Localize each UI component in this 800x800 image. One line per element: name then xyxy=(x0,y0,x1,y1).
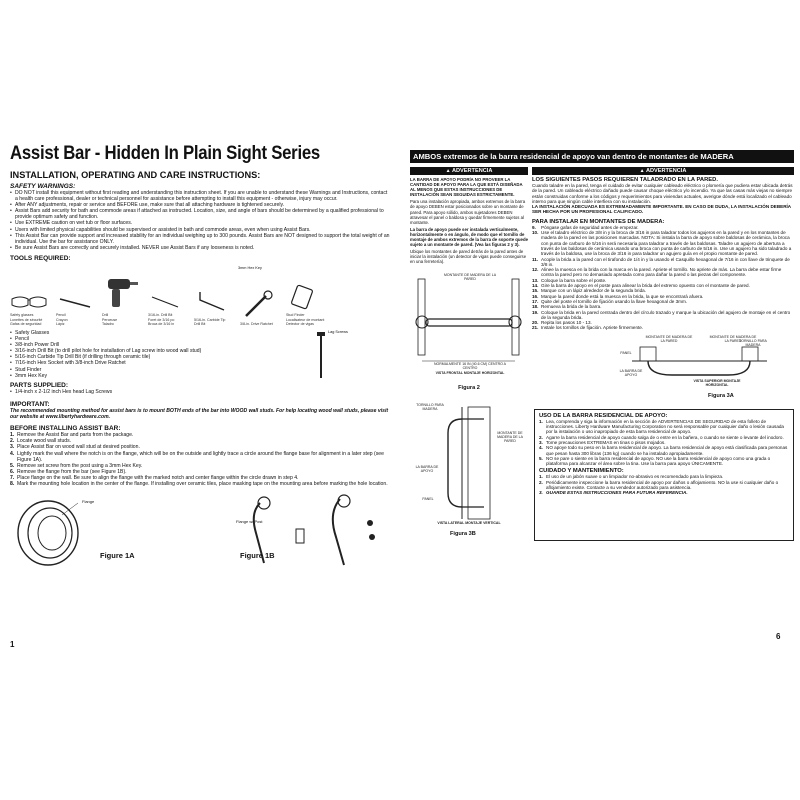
tool-caption: 3/8-in. Drive Ratchet xyxy=(240,321,273,326)
document-subtitle: INSTALLATION, OPERATING AND CARE INSTRUCTIONS: xyxy=(10,170,261,180)
tool-pencil xyxy=(56,293,98,326)
figure-2 xyxy=(410,269,528,379)
hex-key-label: 3mm Hex Key xyxy=(238,265,262,270)
list-item: 2. Locate wood wall studs. xyxy=(10,438,72,445)
list-item: 1. Lea, comprenda y siga la información en la sección de ADVERTENCIAS DE SEGURIDAD de esta folleto de instrucciones. Liberty Hardware Manufacturing Corporation no será responsable por cualquier daño o lesión causada por la instalación o uso inapropiado de esta barra residencial de apoyo. xyxy=(539,418,784,435)
flange-post-label: Flange w/ Post xyxy=(236,519,263,525)
advertencia-bar: ▲ ADVERTENCIA xyxy=(410,167,528,175)
list-item: 14. Gire la barra de apoyo en el poste para alinear la brida del extremo opuesto con el montante de pared. xyxy=(532,283,750,289)
list-item: 5. Remove set screw from the post using a 3mm Hex Key. xyxy=(10,462,143,469)
fig2-stud-label: MONTANTE DE MADERA DE LA PARED xyxy=(443,272,497,281)
tool-carbide-bit xyxy=(194,290,236,326)
flange-figure-icon xyxy=(10,493,100,567)
install-steps xyxy=(532,225,794,331)
list-item: 10. Use el taladro eléctrico de 3/8 in y la broca de 3/16 in para taladrar todos los agujeros en la pared y en los montantes de madera de la pared en las posiciones marcadas. NOTA: Si instala la barra de apoyo sobre baldosas de cerámica, la broca con punta de carburo de 5/16 in será necesaria para taladrar a través de las baldosas. Taladre un agujero de abertura a través de las baldosas de cerámica usando una broca con punta de carburo de 5/16 in. Use un agujero ha sido taladrado a través de la baldosa, use la broca de 3/16 in para taladrar un agujero guía en el propio montante de pared. xyxy=(532,230,792,257)
fig3b-view-label: VISTA LATERAL MONTAJE VERTICAL xyxy=(437,520,501,525)
safety-list xyxy=(10,190,390,251)
list-item: 9. Póngase gafas de seguridad antes de empezar. xyxy=(532,224,639,230)
tools-heading: TOOLS REQUIRED: xyxy=(10,254,71,262)
fig2-spacing-label: NORMALMENTE 16 IN (40.6 CM) CENTRO A CENTRO xyxy=(434,361,506,370)
fig3b-panel-label: PANEL xyxy=(422,496,434,501)
list-item: • Pencil xyxy=(10,336,310,342)
list-item: • 7/16-inch Hex Socket with 3/8-inch Drive Ratchet xyxy=(10,360,310,366)
figure-3b-caption: Figura 3B xyxy=(450,530,476,537)
care-heading: CUIDADO Y MANTENIMIENTO: xyxy=(539,468,624,475)
use-steps xyxy=(539,419,789,467)
list-item: • Safety Glasses xyxy=(10,330,310,336)
list-item: • Assist Bars add security for bath and commode areas if attached as instructed. Location, size, and angle of bars should be determined by a qualified professional to provide optimum safety and function. xyxy=(10,208,390,220)
list-item: • 3/16-inch Drill Bit (to drill pilot hole for installation of Lag screw into wood wall stud) xyxy=(10,348,310,354)
lag-screw-icon xyxy=(314,332,328,380)
list-item: • Use EXTREME caution on wet tub or floor surfaces. xyxy=(10,220,390,226)
use-care-box xyxy=(534,409,794,541)
drilling-warning-bold: LA INSTALACIÓN ADECUADA ES EXTREMADAMENTE IMPORTANTE. EN CASO DE DUDA, LA INSTALACIÓN DEBERÍA SER HECHA POR UN PROFESIONAL CALIFICADO. xyxy=(532,204,791,215)
drill-bit-icon xyxy=(148,293,186,311)
list-item: 11. Acople la brida a la pared con el tirafondo de 1/4 in y la usando el Casquillo hexagonal de 7/16 in con llave de trinquete de 3/8 in. xyxy=(532,256,790,267)
list-item: 5. NO se pare o siente en la barra residencial de apoyo. NO use la barra residencial de apoyo como una grada o plataforma para alcanzar el área sobre la tina. Use la barra para apoyo ÚNICAMENTE. xyxy=(539,455,771,467)
tool-caption: Drill Perceuse Taladro xyxy=(102,313,118,326)
page-right xyxy=(400,0,800,800)
tool-caption: Pencil Crayon Lápiz xyxy=(56,313,68,326)
tool-caption: Safety glasses Lunettes de sécurité Gafas de seguridad xyxy=(10,313,43,326)
stud-finder-icon xyxy=(286,281,324,311)
figure-1b-caption: Figure 1B xyxy=(240,551,275,561)
flange-label: Flange xyxy=(82,499,95,505)
list-item: 7. Place flange on the wall. Be sure to align the flange with the marked notch and center flange within the circle drawn in step 4. xyxy=(10,474,299,481)
fig3a-stud-label: MONTANTE DE MADERA DE LA PARED xyxy=(709,334,757,343)
fig3b-bar-label: LA BARRA DE APOYO xyxy=(415,464,439,473)
important-heading: IMPORTANT: xyxy=(10,401,50,409)
list-item: 3. Place Assist Bar on wood wall stud at desired position. xyxy=(10,444,140,451)
tools-list xyxy=(10,330,310,380)
fig3b-screw-label: TORNILLO PARA MADERA xyxy=(416,402,444,411)
drilling-warning-text: Cuando taladre en la pared, tenga el cuidado de evitar cualquier cableado eléctrico o plomería que pudiera estar ubicada detrás de la pared. Un cableado eléctrico dañado puede causar choque eléctrico y/o incendio. Ya que las casas más viejas no siempre están construidas conforme a los códigos y requerimientos para viviendas actuales, averigüe dónde está localizado el cableado interno para que ningún cable interfiera con su instalación. xyxy=(532,183,793,204)
fig3a-panel-label: PANEL xyxy=(620,350,632,355)
list-item: 8. Mark the mounting hole location in the center of the flange. If installing over ceramic tiles, place masking tape on the mounting area before marking the hole location. xyxy=(10,480,388,487)
important-text: The recommended mounting method for assist bars is to mount BOTH ends of the bar into WOOD wall studs. For help locating wood wall studs, please visit our website at www.libertyhardware.com. xyxy=(10,408,389,421)
list-item: 16. Marque la pared donde está la muesca en la brida, la que se encontrará afuera. xyxy=(532,293,704,299)
before-steps xyxy=(10,432,390,487)
use-heading: USO DE LA BARRA RESIDENCIAL DE APOYO: xyxy=(539,412,668,419)
tool-caption: 3/16-in. Drill Bit Foret de 3/16 po Broca de 3/16 in xyxy=(148,313,175,326)
parts-list xyxy=(10,389,390,395)
figure-3a-caption: Figura 3A xyxy=(708,392,734,399)
page-number-left: 1 xyxy=(10,640,15,649)
page-number-right: 6 xyxy=(776,632,781,641)
warning-text: La barra de apoyo puede ser instalada verticalmente, horizontalmente o en ángulo, de modo que el tornillo de montaje de ambos extremos de la barra de soporte quede sujeto a un montante de pared. (Vea las figuras 2 y 3). xyxy=(410,226,528,248)
tool-drill-bit xyxy=(148,293,190,326)
lag-screw-label: Lag Screws xyxy=(328,329,348,334)
list-item: • Be sure Assist Bars are correctly and securely installed. NEVER use Assist Bars if any looseness is noted. xyxy=(10,245,390,251)
figure-1a-caption: Figure 1A xyxy=(100,551,135,561)
pencil-icon xyxy=(56,293,94,311)
list-item: • 3mm Hex Key xyxy=(10,373,310,379)
tool-caption: Stud Finder Localisateur de montant Detector de vigas xyxy=(286,313,325,326)
tool-stud-finder xyxy=(286,281,328,326)
list-item: • 5/16-inch Carbide Tip Drill Bit (if drilling through ceramic tile) xyxy=(10,354,310,360)
list-item: 12. Alinee la muesca en la brida con la marca en la pared. Apriete el tornillo. No apriete de más. La barra debe estar firme contra la pared pero no demasiado apretada como para dañar la pared o las piezas del componente. xyxy=(532,267,782,278)
list-item: • This Assist Bar can provide support and increased stability for an individual weighing up to 300 pounds. Assist Bars are NOT designed to support the total weight of an individual. Use the bar for assistance ONLY. xyxy=(10,233,390,245)
document-title: Assist Bar - Hidden In Plain Sight Series xyxy=(10,142,321,164)
figure-3b-drawing-icon xyxy=(410,401,520,527)
warning-text: Ubique los montantes de pared detrás de la pared antes de iniciar la instalación (un detector de vigas puede conseguirse en una ferretería). xyxy=(410,249,527,265)
figure-3a xyxy=(532,335,794,391)
parts-heading: PARTS SUPPLIED: xyxy=(10,381,69,389)
fig3a-view-label: VISTA SUPERIOR MONTAJE HORIZONTAL xyxy=(693,378,741,387)
safety-heading: SAFETY WARNINGS: xyxy=(10,183,76,190)
figure-3b xyxy=(410,401,528,541)
hex-key-icon xyxy=(194,290,232,316)
list-item: 4. NO apoye todo su peso en la barra residencial de apoyo. La barra residencial de apoyo está clasificada para personas que pesan hasta 300 libras (136 kg) cuando se ha instalado apropiadamente. xyxy=(539,445,788,456)
safety-glasses-icon xyxy=(10,293,48,311)
before-heading: BEFORE INSTALLING ASSIST BAR: xyxy=(10,425,121,433)
list-item: 2. Agarre la barra residencial de apoyo cuando salga de o entre en la bañera, o cuando se siente o levante del inodoro. xyxy=(539,434,784,440)
lag-screw-illustration xyxy=(310,330,370,380)
list-item: • DO NOT install this equipment without first reading and understanding this instruction sheet. If you are unable to understand these Warnings and Instructions, contact a health care professional, dealer or technical personnel for assistance before attempting to install this equipment - otherwise, injury may occur. xyxy=(10,190,390,202)
fig3a-stud-label: MONTANTE DE MADERA DE LA PARED xyxy=(645,334,693,343)
list-item: 20. Repita los pasos 10 - 13. xyxy=(532,320,592,326)
list-item: 21. Instale los tornillos de fijación. Apriete firmemente. xyxy=(532,325,644,331)
ratchet-icon xyxy=(240,290,278,320)
list-item: 3. GUARDE ESTAS INSTRUCCIONES PARA FUTURA REFERENCIA. xyxy=(539,490,688,496)
list-item: • 1/4-inch x 2-1/2 inch Hex head Lag Screws xyxy=(10,389,390,395)
install-heading: PARA INSTALAR EN MONTANTES DE MADERA: xyxy=(532,218,665,225)
tool-ratchet xyxy=(240,290,282,326)
list-item: 18. Remueva la brida de la barra. xyxy=(532,304,602,310)
list-item: • After ANY adjustments, repair or service and BEFORE use, make sure that all attaching hardware is tightened securely. xyxy=(10,202,390,208)
figure-2-caption: Figura 2 xyxy=(458,384,480,391)
main-warning xyxy=(532,167,794,399)
figure-2-drawing-icon xyxy=(410,269,528,369)
tools-illustration xyxy=(10,266,390,326)
figures-1 xyxy=(10,493,390,569)
list-item: 15. Marque con un lápiz alrededor de la segunda brida. xyxy=(532,288,646,294)
warning-text: LA BARRA DE APOYO PODRÍA NO PROVEER LA CANTIDAD DE APOYO PARA LA QUE ESTÁ DISEÑADA AL MENOS QUE ESTAS INSTRUCCIONES DE INSTALACIÓN SEAN SEGUIDAS ESTRICTAMENTE. xyxy=(410,177,523,198)
list-item: 19. Coloque la brida en la pared centrada dentro del círculo trazado y marque la ubicación del agujero de montaje en el centro de la segunda brida. xyxy=(532,309,791,320)
list-item: 4. Lightly mark the wall where the notch is on the flange, which will be on the outside and lightly trace a circle around the flange base for alignment in a later step (see Figure 1A). xyxy=(10,450,384,463)
warning-text: Para una instalación apropiada, ambos extremos de la barra de apoyo DEBEN estar posicionados sobre un montante de pared. Para apoyo sólido, ambos sujetadores DEBEN atravesar el panel o baldosa y quedar firmemente sujetos al montante. xyxy=(410,199,526,225)
tool-caption: 5/16-in. Carbide Tip Drill Bit xyxy=(194,317,226,326)
list-item: 3. Tome precauciones EXTREMAS en tinas o pisos mojados. xyxy=(539,439,666,445)
list-item: 13. Coloque la barra sobre el poste. xyxy=(532,277,607,283)
list-item: 17. Quite del poste el tornillo de fijación usando la llave hexagonal de 3mm. xyxy=(532,298,688,304)
list-item: 6. Remove the flange from the bar (see Figure 1B). xyxy=(10,468,127,475)
list-item: 2. Periódicamente inspeccione la barra residencial de apoyo por daños o aflojamiento. NO la use si cualquier daño o aflojamiento existe. Contacte a su vendedor autorizado para asistencia. xyxy=(539,479,779,490)
list-item: 1. El uso de un jabón suave o un limpiador no-abrasivo es recomendado para la limpieza. xyxy=(539,474,724,480)
fig2-view-label: VISTA FRONTAL MONTAJE HORIZONTAL xyxy=(435,370,505,375)
list-item: • 3/8-inch Power Drill xyxy=(10,342,310,348)
fig3b-stud-label: MONTANTE DE MADERA DE LA PARED xyxy=(497,430,523,443)
power-drill-icon xyxy=(102,275,140,311)
drilling-warning-heading: LOS SIGUIENTES PASOS REQUIEREN TALADRADO EN LA PARED. xyxy=(532,177,718,183)
list-item: 1. Remove the Assist Bar and parts from the package. xyxy=(10,432,134,439)
advertencia-bar: ▲ ADVERTENCIA xyxy=(532,167,794,175)
tool-safety-glasses xyxy=(10,293,52,326)
banner: AMBOS extremos de la barra residencial de apoyo van dentro de montantes de MADERA xyxy=(410,150,794,163)
fig3a-screw-label: TORNILLO PARA MADERA xyxy=(739,338,767,347)
tool-drill xyxy=(102,275,144,326)
fig3a-bar-label: LA BARRA DE APOYO xyxy=(619,368,643,377)
list-item: • Users with limited physical capabilities should be supervised or assisted in bath and commode areas, even when using Assist Bars. xyxy=(10,227,390,233)
care-steps xyxy=(539,474,789,495)
list-item: • Stud Finder xyxy=(10,367,310,373)
small-warning xyxy=(410,167,528,399)
